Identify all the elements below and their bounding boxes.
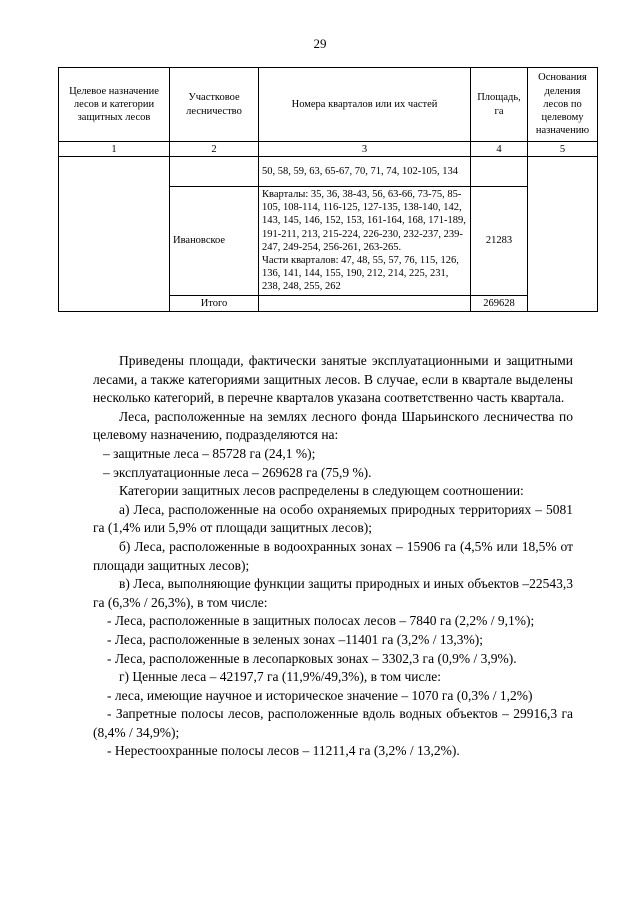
column-number: 2	[170, 142, 259, 157]
list-item: - леса, имеющие научное и историческое значение – 1070 га (0,3% / 1,2%)	[107, 687, 533, 703]
header-forestry: Участковое лесничество	[170, 68, 259, 142]
list-item: - Леса, расположенные в зеленых зонах –11401 га (3,2% / 13,3%);	[107, 631, 483, 647]
column-number: 5	[528, 142, 598, 157]
list-item: в) Леса, выполняющие функции защиты природных и иных объектов –22543,3 га (6,3% / 26,3%), в том числе:	[93, 576, 573, 610]
header-purpose: Целевое назначение лесов и категории защитных лесов	[59, 68, 170, 142]
cell-quarters	[259, 295, 471, 311]
quarters-parts-list: Части кварталов: 47, 48, 55, 57, 76, 115, 126, 136, 141, 144, 155, 190, 212, 214, 225, 231, 238, 248, 255, 262	[262, 255, 459, 293]
table-row	[59, 157, 598, 187]
total-label: Итого	[170, 295, 259, 311]
body-text	[93, 352, 573, 761]
list-item: - Запретные полосы лесов, расположенные вдоль водных объектов – 29916,3 га (8,4% / 34,9%);	[93, 706, 573, 740]
list-item: - Нерестоохранные полосы лесов – 11211,4 га (3,2% / 13,2%).	[107, 743, 460, 759]
cell-forestry: Ивановское	[170, 187, 259, 296]
paragraph: Приведены площади, фактически занятые эксплуатационными и защитными лесами, а также категориями защитных лесов. В случае, если в квартале выделены несколько категорий, в перечне кварталов указана соответственно часть квартала.	[93, 353, 573, 406]
quarters-full-list: Кварталы: 35, 36, 38-43, 56, 63-66, 73-75, 85-105, 108-114, 116-125, 127-135, 138-140, 142, 143, 145, 146, 152, 153, 161-164, 168, 171-189, 191-211, 213, 215-224, 226-230, 232-237, 239-247, 249-254, 256-261, 263-265.	[262, 189, 466, 253]
list-item: - Леса, расположенные в защитных полосах лесов – 7840 га (2,2% / 9,1%);	[107, 613, 535, 629]
cell-forestry	[170, 157, 259, 187]
cell-basis	[528, 157, 598, 312]
list-item: а) Леса, расположенные на особо охраняемых природных территориях – 5081 га (1,4% или 5,9% от площади защитных лесов);	[93, 501, 573, 536]
cell-area	[471, 157, 528, 187]
paragraph: Категории защитных лесов распределены в следующем соотношении:	[119, 483, 524, 499]
header-area: Площадь, га	[471, 68, 528, 142]
list-item: б) Леса, расположенные в водоохранных зонах – 15906 га (4,5% или 18,5% от площади защитных лесов);	[93, 538, 573, 573]
column-number-row	[59, 142, 598, 157]
total-area: 269628	[471, 295, 528, 311]
column-number: 1	[59, 142, 170, 157]
column-number: 3	[259, 142, 471, 157]
table-header-row	[59, 68, 598, 142]
list-item: – защитные леса – 85728 га (24,1 %);	[103, 445, 316, 461]
list-item: г) Ценные леса – 42197,7 га (11,9%/49,3%), в том числе:	[119, 669, 442, 685]
list-item: – эксплуатационные леса – 269628 га (75,9 %).	[103, 464, 372, 480]
list-item: - Леса, расположенные в лесопарковых зонах – 3302,3 га (0,9% / 3,9%).	[107, 650, 517, 666]
page-number: 29	[313, 36, 327, 51]
column-number: 4	[471, 142, 528, 157]
header-quarters: Номера кварталов или их частей	[259, 68, 471, 142]
forest-quarters-table	[58, 67, 598, 312]
cell-quarters	[259, 187, 471, 296]
header-basis: Основания деления лесов по целевому назначению	[528, 68, 598, 142]
cell-quarters: 50, 58, 59, 63, 65-67, 70, 71, 74, 102-105, 134	[259, 157, 471, 187]
paragraph: Леса, расположенные на землях лесного фонда Шарьинского лесничества по целевому назначению, подразделяются на:	[93, 408, 573, 443]
cell-purpose	[59, 157, 170, 312]
cell-area: 21283	[471, 187, 528, 296]
